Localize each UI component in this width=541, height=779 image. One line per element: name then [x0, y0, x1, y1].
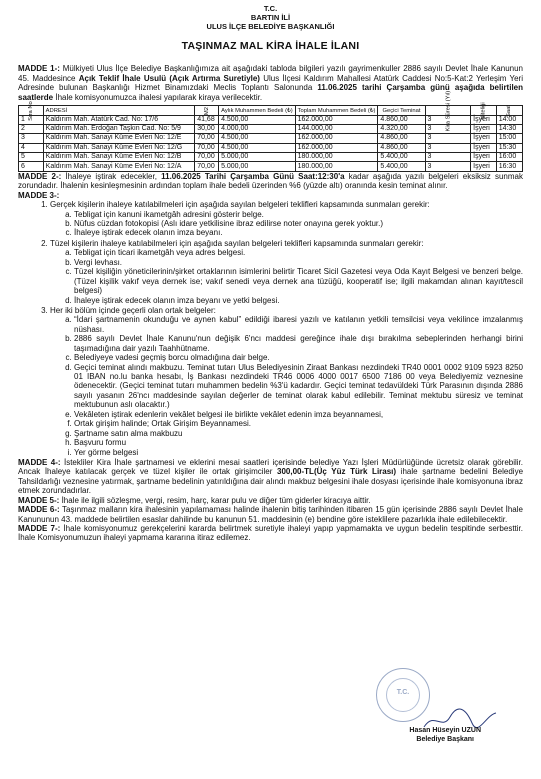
list-item: a. Tebligat için ticari ikametgâh veya adres belgesi. [74, 248, 523, 257]
col-m2: M2 [195, 106, 219, 115]
madde4-label: MADDE 4-: [18, 457, 61, 467]
madde5 [18, 496, 523, 505]
madde1-text1: Mülkiyeti Ulus İlçe Belediye Başkanlığımıza ait aşağıdaki tabloda bilgileri yazılı gayrimenkuller 2886 sayılı Devlet İhale Kanunun 45. Maddesince [18, 64, 523, 83]
header [18, 4, 523, 31]
madde2-bold1: 11.06.2025 Tarihi Çarşamba Günü Saat:12:30'a [161, 171, 345, 181]
madde2-text1: İhaleye iştirak edecekler, [61, 171, 162, 181]
list-item: g. Şartname satın alma makbuzu [74, 429, 523, 438]
table-row: 2 Kaldırım Mah. Erdoğan Taşkın Cad. No: 5/9 30,00 4.000,00 144.000,00 4.320,00 3 İşyeri 14:30 [19, 124, 523, 133]
col-toplam: Toplam Muhammen Bedeli (₺) [295, 106, 378, 115]
list-item: e. Vekâleten iştirak edenlerin vekâlet belgesi ile birlikte vekâlet edenin imza beyannamesi, [74, 410, 523, 419]
madde6-label: MADDE 6-: [18, 505, 60, 515]
header-line1: T.C. [263, 4, 278, 13]
madde4 [18, 458, 523, 496]
signature-block [409, 726, 481, 744]
list-item: i. Yer görme belgesi [74, 448, 523, 457]
col-nitelik: Niteliği [471, 106, 497, 115]
list-item: 3. Her iki bölüm içinde geçerli olan ortak belgeler: a. “İdari şartnamenin okunduğu ve aynen kabul” edildiği ibaresi yazılı ve katılanın yetkili temsilcisi veya vekilince imzalanmış nüshası. b. 2886 sayılı Devlet İhale Kanunu'nun değişik 6'ncı maddesi gereğince ihale dışı bırakılma sebeplerinden herhangi birini taşımadığına dair yazılı Taahhütname. c. Belediyeye vadesi geçmiş borcu olmadığına dair belge. d. Geçici teminat alındı makbuzu. Teminat tutarı Ulus Belediyesinin Ziraat Bankası nezdindeki TR40 0001 0002 9109 5923 8250 01 IBAN no.lu banka hesabı, İş Bankası nezdindeki TR46 0006 4000 0017 6500 7186 00 veya Belediyemiz veznesine ödenecektir. (Geçici teminat tutarı muhammen bedelin %3'ü kadardır. Geçici teminat tedavüldeki Türk Parasının dışında 2886 sayılı yasanın 26'ncı maddesinde sayılan değerler de teminat olarak kabul edilebilir. Teminat mektubu süresiz ve teminat mektubunun aslı olacaktır.) e. Vekâleten iştirak edenlerin vekâlet belgesi ile birlikte vekâlet edenin imza beyannamesi, f. Ortak girişim halinde; Ortak Girişim Beyannamesi. g. Şartname satın alma makbuzu h. Başvuru formu i. Yer görme belgesi [50, 306, 523, 457]
col-adres: ADRESİ [43, 106, 195, 115]
madde6-text1: Taşınmaz malların kira ihalesinin yapılamaması halinde ihalenin bitiş tarihinden itibaren 15 gün içerisinde 2886 sayılı Devlet İhale Kanununun 43. maddede belirtilen esaslar dahilinde bu kanunun 51. maddesinin (e) bendine göre isteklilere pazarlıkla ihale edilebilecektir. [18, 505, 523, 524]
list-item: 1. Gerçek kişilerin ihaleye katılabilmeleri için aşağıda sayılan belgeleri teklifleri kapsamında sunmaları gerekir: a. Tebligat için kanuni ikametgâh adresini gösterir belge. b. Nüfus cüzdan fotokopisi (Aslı idare yetkilisine ibraz edilirse noter onayına gerek yoktur.) c. İhaleye iştirak edecek olanın imza beyanı. [50, 200, 523, 238]
table-row: 5 Kaldırım Mah. Sanayi Küme Evleri No: 12/B 70,00 5.000,00 180.000,00 5.400,00 3 İşyeri 16:00 [19, 153, 523, 162]
madde2-text2: kadar aşağıda yazılı belgeleri eksiksiz sunmak zorundadır. İhalenin kesinleşmesinin ardından toplam ihale bedeli üzerinden %6 (yüzde altı) oranında kesin teminat alınır. [18, 171, 523, 191]
list-item: b. Vergi levhası. [74, 258, 523, 267]
col-sure: Kira Süresi (Yıl) [425, 106, 471, 115]
madde5-text1: İhale ile ilgili sözleşme, vergi, resim, harç, karar pulu ve diğer tüm giderler kiracıya aittir. [59, 495, 371, 505]
signer-name: Hasan Hüseyin UZUN [409, 727, 481, 734]
list-item: c. Belediyeye vadesi geçmiş borcu olmadığına dair belge. [74, 353, 523, 362]
table-row: 1 Kaldırım Mah. Atatürk Cad. No: 17/6 41,68 4.500,00 162.000,00 4.860,00 3 İşyeri 14:00 [19, 115, 523, 124]
madde4-text1: İstekliler Kira İhale şartnamesi ve eklerini mesai saatleri içerisinde belediye Yazı İşleri Müdürlüğünde ücretsiz olarak görebilir. Ancak İhaleye katılacak gerçek ve tüzel kişiler ile ortak girişimciler [18, 457, 523, 477]
list-item: d. Geçici teminat alındı makbuzu. Teminat tutarı Ulus Belediyesinin Ziraat Bankası nezdindeki TR40 0001 0002 9109 5923 8250 01 IBAN no.lu banka hesabı, İş Bankası nezdindeki TR46 0006 4000 0017 6500 7186 00 veya Belediyemiz veznesine ödenecektir. (Geçici teminat tutarı muhammen bedelin %3'ü kadardır. Geçici teminat tedavüldeki Türk Parasının dışında 2886 sayılı yasanın 26'ncı maddesinde sayılan değerler de teminat olarak kabul edilebilir. Teminat mektubu süresiz ve teminat mektubunun aslı olacaktır.) [74, 363, 523, 410]
table-row: 4 Kaldırım Mah. Sanayi Küme Evleri No: 12/G 70,00 4.500,00 162.000,00 4.860,00 3 İşyeri 15:30 [19, 143, 523, 152]
list-item: h. Başvuru formu [74, 438, 523, 447]
list-item: 2. Tüzel kişilerin ihaleye katılabilmeleri için aşağıda sayılan belgeleri teklifleri kapsamında sunmaları gerekir: a. Tebligat için ticari ikametgâh veya adres belgesi. b. Vergi levhası. c. Tüzel kişiliğin yöneticilerinin/şirket ortaklarının isimlerini belirtir Ticaret Sicil Gazetesi veya Oda Kayıt Belgesi ve benzeri belge. (Tüzel kişilik vakıf veya dernek ise; vakıf senedi veya dernek ana tüzüğü, kooperatif ise; ilgili makamdan alınan kayıt/tescil belgesi) d. İhaleye iştirak edecek olanın imza beyanı ve yetki belgesi. [50, 239, 523, 305]
header-line3: ULUS İLÇE BELEDİYE BAŞKANLIĞI [206, 22, 335, 31]
list-item: d. İhaleye iştirak edecek olanın imza beyanı ve yetki belgesi. [74, 296, 523, 305]
table-header-row [19, 106, 523, 115]
madde1-bold2: 11.06.2025 tarihi Çarşamba günü aşağıda belirtilen saatlerde [18, 83, 524, 102]
madde4-text2: ihale şartname bedelini Belediye Tahsildarlığı veznesine yatırmak, şartname bedelinin yatırıldığına dair alındı makbuz belgesini ihale dosyası içerisinde ihale komisyonuna ibraz etmek zorundadırlar. [18, 467, 524, 496]
list-item: a. Tebligat için kanuni ikametgâh adresini gösterir belge. [74, 210, 523, 219]
madde7-label: MADDE 7-: [18, 524, 61, 534]
col-saat: Saat [496, 106, 522, 115]
page-title: TAŞINMAZ MAL KİRA İHALE İLANI [181, 40, 360, 52]
madde1-text3: İhale komisyonumuzca ihalesi yapılarak kiraya verilecektir. [53, 92, 263, 102]
madde3-label: MADDE 3-: [18, 190, 60, 200]
col-gecici: Geçici Teminat [378, 106, 425, 115]
col-sira: Sıra No [19, 106, 44, 115]
madde3-list [18, 200, 523, 457]
madde5-label: MADDE 5-: [18, 495, 60, 505]
madde2-label: MADDE 2-: [18, 171, 62, 181]
col-aylik: Aylık Muhammen Bedeli (₺) [219, 106, 296, 115]
list-item: c. İhaleye iştirak edecek olanın imza beyanı. [74, 228, 523, 237]
madde1-text2: Ulus İlçesi Kaldırım Mahallesi Atatürk Caddesi No:5-Kat:2 Yerleşim Yeri Adresinde bulunan Başkanlığı Hizmet Binamızdaki Meclis Toplantı Salonunda [18, 73, 523, 93]
list-item: a. “İdari şartnamenin okunduğu ve aynen kabul” edildiği ibaresi yazılı ve katılanın yetkili temsilcisi veya vekilince imzalanmış nüshası. [74, 315, 523, 334]
madde1-label: MADDE 1-: [18, 64, 60, 74]
list-item: b. 2886 sayılı Devlet İhale Kanunu'nun değişik 6'ncı maddesi gereğince ihale dışı bırakılma sebeplerinden herhangi birini taşımadığına dair yazılı Taahhütname. [74, 334, 523, 353]
seal-text: T.C. [396, 689, 410, 696]
madde4-bold1: 300,00-TL(Üç Yüz Türk Lirası) [277, 467, 397, 477]
table-row: 6 Kaldırım Mah. Sanayi Küme Evleri No: 12/A 70,00 5.000,00 180.000,00 5.400,00 3 İşyeri 16:30 [19, 162, 523, 171]
list-item: c. Tüzel kişiliğin yöneticilerinin/şirket ortaklarının isimlerini belirtir Ticaret Sicil Gazetesi veya Oda Kayıt Belgesi ve benzeri belge. (Tüzel kişilik vakıf veya dernek ise; vakıf senedi veya dernek ana tüzüğü, kooperatif ise; ilgili makamdan alınan kayıt/tescil belgesi) [74, 267, 523, 295]
madde1-bold1: Açık Teklif İhale Usulü (Açık Artırma Suretiyle) [78, 73, 260, 83]
madde6 [18, 505, 523, 524]
madde2 [18, 172, 523, 191]
list-item: f. Ortak girişim halinde; Ortak Girişim Beyannamesi. [74, 419, 523, 428]
madde7 [18, 524, 523, 543]
table-row: 3 Kaldırım Mah. Sanayi Küme Evleri No: 12/E 70,00 4.500,00 162.000,00 4.860,00 3 İşyeri 15:00 [19, 134, 523, 143]
signer-title: Belediye Başkanı [416, 736, 474, 744]
list-item: b. Nüfus cüzdan fotokopisi (Aslı idare yetkilisine ibraz edilirse noter onayına gerek yoktur.) [74, 219, 523, 228]
madde7-text1: İhale komisyonumuz gerekçelerini kararda belirtmek suretiyle ihaleyi yapıp yapmamakta ve uygun bedelin tespitinde serbesttir. İhale Komisyonumuzun ihaleyi yapmama kararına itiraz edilemez. [18, 524, 523, 543]
header-line2: BARTIN İLİ [250, 13, 291, 22]
